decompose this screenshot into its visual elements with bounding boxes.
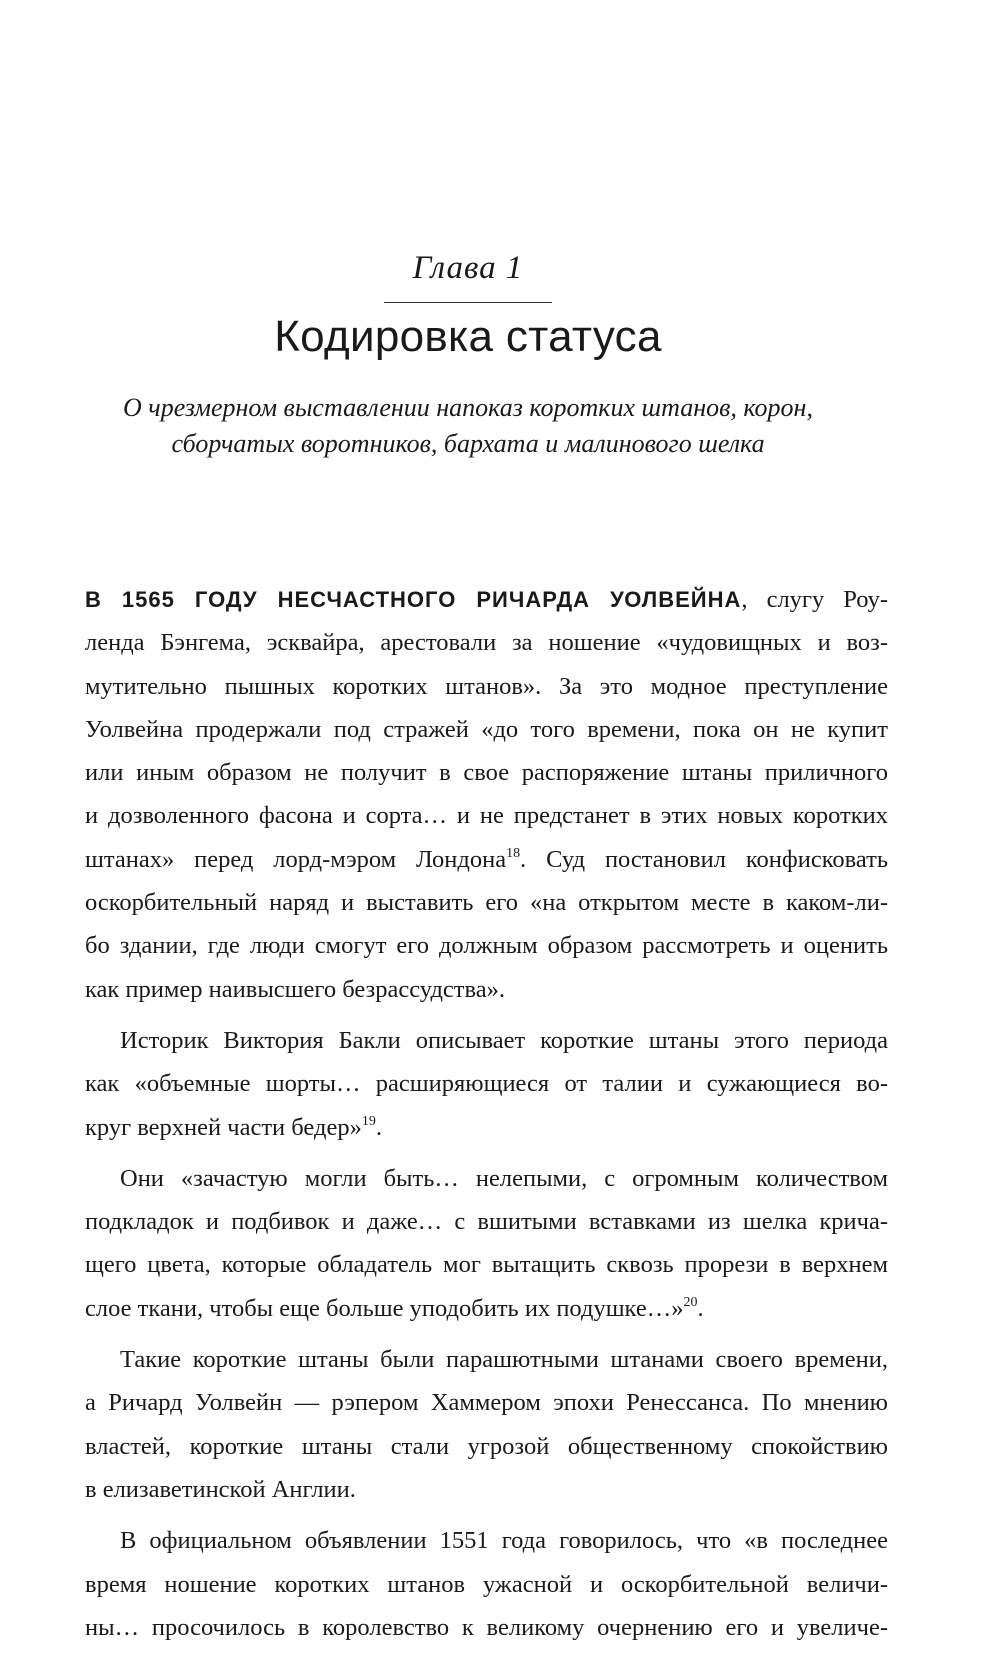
text-line: ленда Бэнгема, эсквайра, арестовали за ношение «чудовищных и воз- bbox=[85, 629, 888, 657]
text-line: подкладок и подбивок и даже… с вшитыми вставками из шелка крича- bbox=[85, 1208, 888, 1236]
text-line: круг верхней части бедер»$^{19}$. bbox=[85, 1113, 382, 1141]
text-line: а Ричард Уолвейн — рэпером Хаммером эпохи Ренессанса. По мнению bbox=[85, 1389, 888, 1417]
text-line: В официальном объявлении 1551 года говорилось, что «в последнее bbox=[120, 1527, 888, 1555]
chapter-title: Кодировка статуса bbox=[274, 312, 662, 361]
paragraph bbox=[85, 1019, 888, 1149]
text-line: властей, короткие штаны стали угрозой общественному спокойствию bbox=[85, 1432, 888, 1460]
chapter-subtitle bbox=[60, 390, 876, 462]
chapter-label: Глава 1 bbox=[412, 250, 524, 286]
subtitle-line: сборчатых воротников, бархата и малинового шелка bbox=[171, 429, 765, 458]
text-line: Такие короткие штаны были парашютными штанами своего времени, bbox=[120, 1346, 888, 1374]
text-line: Уолвейна продержали под стражей «до того времени, пока он не купит bbox=[85, 715, 888, 743]
footnote-ref[interactable]: 18 bbox=[506, 845, 521, 861]
footnote-ref[interactable]: 19 bbox=[361, 1113, 376, 1129]
text-line: мутительно пышных коротких штанов». За это модное преступление bbox=[85, 672, 888, 700]
text-line: штанах» перед лорд-мэром Лондона$^{18}$. Суд постановил конфисковать bbox=[85, 845, 888, 873]
text-line: слое ткани, чтобы еще больше уподобить их подушке…»$^{20}$. bbox=[85, 1294, 704, 1322]
text-line: Они «зачастую могли быть… нелепыми, с огромным количеством bbox=[120, 1164, 888, 1192]
text-line: ны… просочилось в королевство к великому очернению его и увеличе- bbox=[85, 1613, 888, 1641]
text-line: и дозволенного фасона и сорта… и не предстанет в этих новых коротких bbox=[85, 802, 888, 830]
body-text bbox=[85, 578, 888, 1657]
lead-in: В 1565 ГОДУ НЕСЧАСТНОГО РИЧАРДА УОЛВЕЙНА bbox=[85, 587, 742, 612]
paragraph bbox=[85, 1338, 888, 1511]
text-line: В 1565 ГОДУ НЕСЧАСТНОГО РИЧАРДА УОЛВЕЙНА, слугу Роу- bbox=[85, 586, 889, 613]
subtitle-line: О чрезмерном выставлении напоказ коротких штанов, корон, bbox=[123, 393, 813, 422]
text-line: оскорбительный наряд и выставить его «на открытом месте в каком-ли- bbox=[85, 889, 888, 917]
paragraph bbox=[85, 578, 888, 1011]
text-line: в елизаветинской Англии. bbox=[85, 1475, 356, 1503]
text-line: Историк Виктория Бакли описывает короткие штаны этого периода bbox=[120, 1026, 888, 1054]
text-line: как «объемные шорты… расширяющиеся от талии и сужающиеся во- bbox=[85, 1070, 888, 1098]
text-line: щего цвета, которые обладатель мог вытащить сквозь прорези в верхнем bbox=[85, 1251, 888, 1279]
text-line: как пример наивысшего безрассудства». bbox=[85, 975, 506, 1003]
paragraph bbox=[85, 1157, 888, 1330]
chapter-divider bbox=[384, 302, 552, 303]
text-line: бо здании, где люди смогут его должным образом рассмотреть и оценить bbox=[85, 932, 888, 960]
paragraph bbox=[85, 1519, 888, 1649]
footnote-ref[interactable]: 20 bbox=[683, 1294, 698, 1310]
text-line: или иным образом не получит в свое распоряжение штаны приличного bbox=[85, 759, 888, 787]
text-line: время ношение коротких штанов ужасной и оскорбительной величи- bbox=[85, 1570, 888, 1598]
